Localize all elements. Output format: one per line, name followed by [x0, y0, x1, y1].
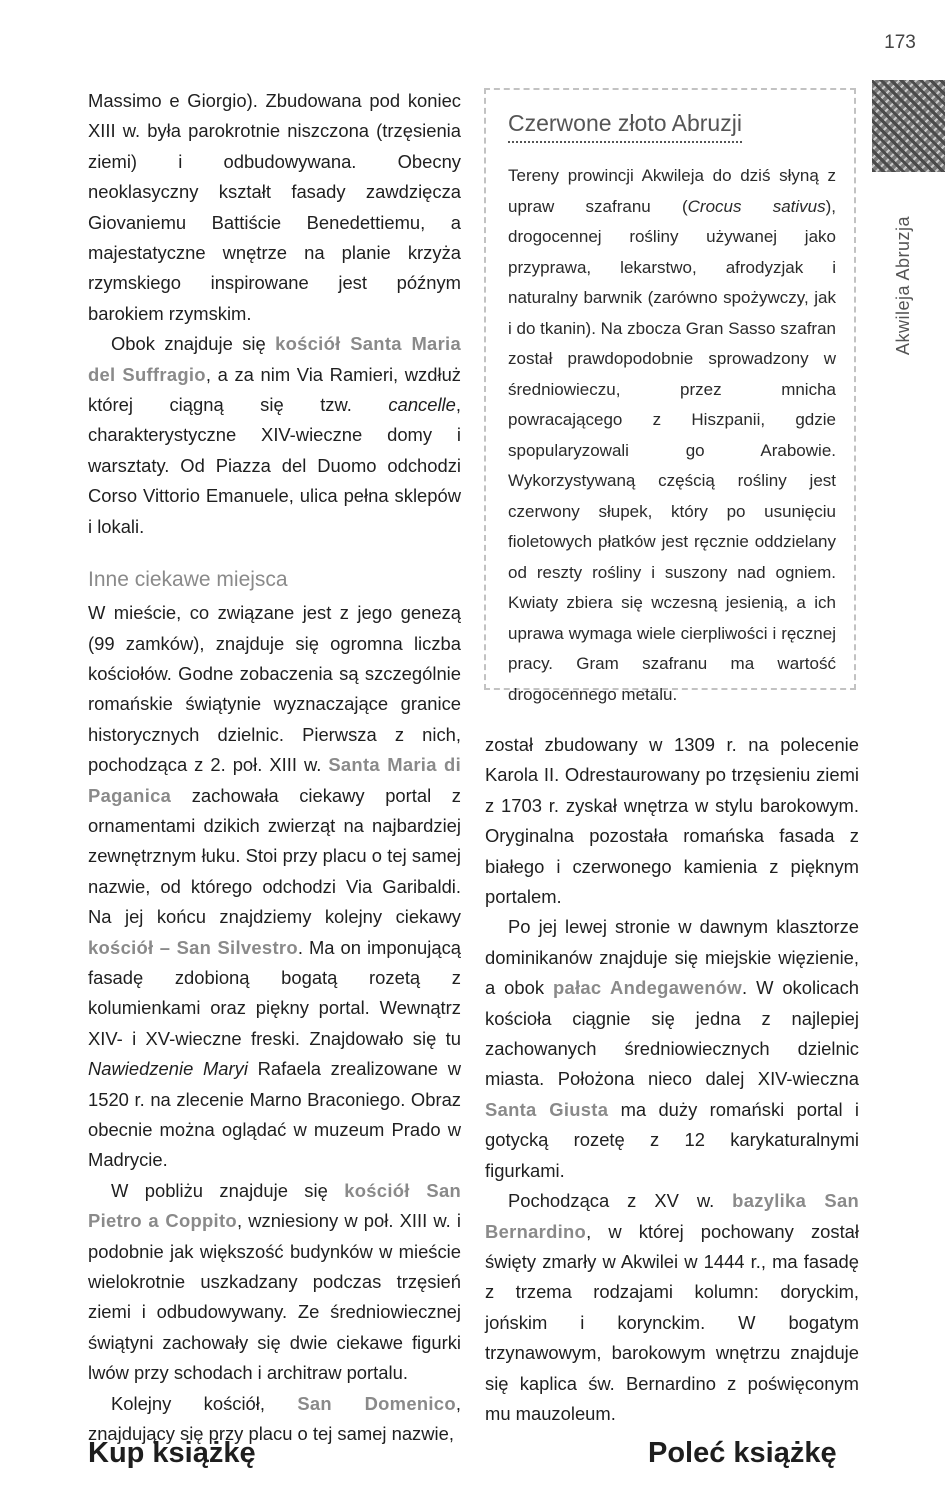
paragraph — [88, 329, 461, 542]
text-run: , wzniesiony w poł. XIII w. i podobnie jak większość budynków w mieście wielokrotnie uszkadzany podczas trzęsień ziemi i odbudowywany. Ze średniowiecznej świątyni zachowały się dwie ciekawe figurki lwów przy schodach i architraw portalu. — [88, 1210, 461, 1384]
chapter-side-tab-label: Akwileja Abruzja — [892, 215, 913, 355]
text-run: Tereny prowincji Akwileja do dziś słyną z upraw szafranu ( — [508, 166, 836, 216]
text-run: Po jej lewej stronie w dawnym klasztorze dominikanów znajduje się miejskie więzienie, a obok — [485, 916, 859, 999]
recommend-book-link[interactable]: Poleć książkę — [648, 1437, 837, 1469]
text-run: ), drogocennej rośliny używanej jako przyprawa, lekarstwo, afrodyzjak i naturalny barwnik (zarówno spożywczy, jak i do tkanin). Na zbocza Gran Sasso szafran został prawdopodobnie sprowadzony w średniowieczu, przez mnicha powracającego z Hiszpanii, gdzie spopularyzowali go Arabowie. Wykorzystywaną częścią rośliny jest czerwony słupek, który po usunięciu fioletowych płatków jest ręcznie oddzielany od reszty rośliny i suszony nad ogniem. Kwiaty zbiera się wczesną jesienią, a ich uprawa wymaga wiele cierpliwości i ręcznej pracy. Gram szafranu ma wartość drogocennego metalu. — [508, 196, 836, 704]
text-run: , w której pochowany został święty zmarły w Akwilei w 1444 r., ma fasadę z trzema rodzajami kolumn: doryckim, jońskim i korynckim. W bogatym trzynawowym, barokowym wnętrzu znajduje się kaplica św. Bernardino z poświęconym mu mauzoleum. — [485, 1220, 859, 1424]
chapter-side-tab — [883, 185, 923, 355]
left-column — [88, 86, 461, 1449]
italic-term: cancelle — [388, 394, 456, 416]
highlighted-place-name: pałac Andegawenów — [552, 977, 743, 999]
highlighted-place-name: kościół – San Silvestro — [88, 936, 298, 958]
text-run: , a za nim Via Ramieri, wzdłuż której ciągną się tzw. — [88, 363, 461, 416]
sidebar-text — [508, 161, 836, 710]
paragraph — [88, 598, 461, 1176]
page-number: 173 — [884, 32, 916, 53]
section-heading: Inne ciekawe miejsca — [88, 568, 288, 592]
text-run: W mieście, co związane jest z jego genezą (99 zamków), znajduje się ogromna liczba kościołów. Godne zobaczenia są szczególnie romańskie świątynie wyznaczające granice historycznych dzielnic. Pierwsza z nich, pochodząca z 2. poł. XIII w. — [88, 602, 461, 776]
text-run: Rafaela zrealizowane w 1520 r. na zlecenie Marno Braconiego. Obraz obecnie można oglądać w muzeum Prado w Madrycie. — [88, 1058, 461, 1171]
text-run: , znajdujący się przy placu o tej samej nazwie, — [88, 1392, 461, 1445]
text-run: Pochodząca z XV w. — [508, 1190, 733, 1212]
paragraph: Massimo e Giorgio). Zbudowana pod koniec XIII w. była parokrotnie niszczona (trzęsienia ziemi) i odbudowywana. Obecny neoklasyczny kształt fasady zawdzięcza Giovaniemu Battiście Benedettiemu, a majestatyczne wnętrze na planie krzyża rzymskiego inspirowane jest późnym barokiem rzymskim. — [88, 90, 461, 324]
highlighted-place-name: Santa Maria di Paganica — [88, 754, 461, 806]
sidebar-title: Czerwone złoto Abruzji — [508, 110, 742, 143]
paragraph — [485, 1186, 859, 1429]
highlighted-place-name: Santa Giusta — [485, 1098, 609, 1120]
italic-term: Nawiedzenie Maryi — [88, 1058, 248, 1080]
italic-term: Crocus sativus — [687, 196, 826, 216]
highlighted-place-name: bazylika San Bernardino — [485, 1190, 860, 1242]
highlighted-place-name: San Domenico — [297, 1392, 456, 1414]
chapter-tab-pattern — [872, 80, 945, 172]
right-column — [485, 730, 859, 1429]
text-run: . W okolicach kościoła ciągnie się jedna z najlepiej zachowanych średniowiecznych dzielnic miasta. Położona nieco dalej XIV-wieczna — [485, 977, 860, 1090]
paragraph — [88, 1176, 461, 1389]
text-run: Kolejny kościół, — [111, 1392, 298, 1414]
text-run: . Ma on imponującą fasadę zdobioną bogatą rozetą z kolumienkami oraz piękny portal. Wewnątrz XIV- i XV-wieczne freski. Znajdowało się tu — [88, 936, 461, 1049]
highlighted-place-name: kościół Santa Maria del Suffragio — [88, 333, 461, 385]
text-run: , charakterystyczne XIV-wieczne domy i warsztaty. Od Piazza del Duomo odchodzi Corso Vittorio Emanuele, ulica pełna sklepów i lokali. — [88, 394, 461, 537]
paragraph: został zbudowany w 1309 r. na polecenie Karola II. Odrestaurowany po trzęsieniu ziemi z 1703 r. zyskał wnętrza w stylu barokowym. Oryginalna pozostała romańska fasada z białego i czerwonego kamienia z pięknym portalem. — [485, 734, 859, 908]
highlighted-place-name: kościół San Pietro a Coppito — [88, 1179, 462, 1232]
text-run: ma duży romański portal i gotycką rozetę z 12 karykaturalnymi figurkami. — [485, 1098, 859, 1181]
sidebar-box — [484, 88, 856, 704]
text-run: Obok znajduje się — [111, 333, 276, 355]
buy-book-link[interactable]: Kup książkę — [88, 1437, 256, 1469]
text-run: W pobliżu znajduje się — [111, 1179, 345, 1201]
text-run: zachowała ciekawy portal z ornamentami dzikich zwierząt na najbardziej zewnętrznym łuku. Stoi przy placu o tej samej nazwie, od którego odchodzi Via Garibaldi. Na jej końcu znajdziemy kolejny ciekawy — [88, 784, 461, 928]
paragraph — [485, 912, 859, 1186]
